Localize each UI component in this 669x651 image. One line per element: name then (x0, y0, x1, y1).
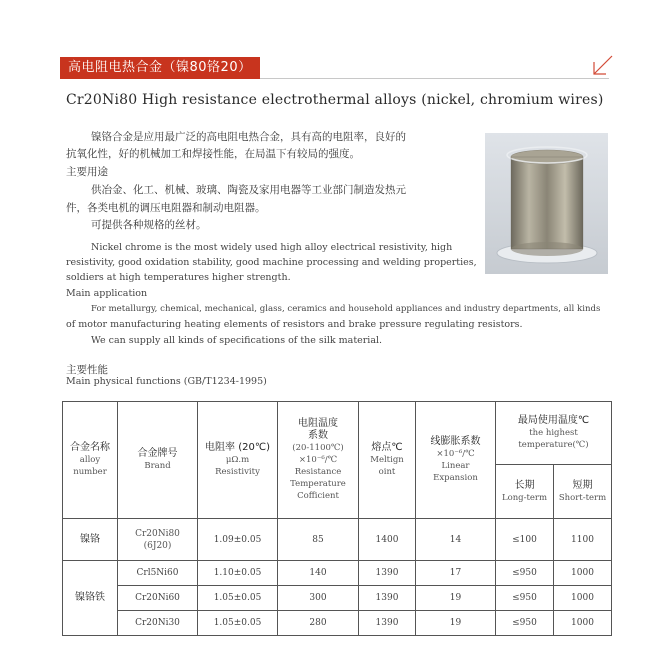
intro-en-p3: We can supply all kinds of specifications of the silk material. (91, 335, 383, 346)
wire-spool-image (485, 133, 608, 274)
cell-expansion: 19 (416, 611, 496, 636)
cell-coefficient: 280 (278, 611, 359, 636)
intro-en-p1-line3: soldiers at high temperatures higher strength. (66, 272, 291, 283)
performance-heading-en: Main physical functions (GB/T1234-1995) (66, 376, 267, 387)
corner-arrow-icon (590, 54, 614, 78)
cell-melting-point: 1390 (359, 561, 416, 586)
table-row (63, 561, 612, 586)
th-brand: 合金牌号 Brand (118, 402, 198, 519)
th-short-term: 短期 Short-term (554, 465, 612, 519)
cell-long-term: ≤950 (496, 611, 554, 636)
product-photo (485, 133, 608, 274)
cell-brand: Cr20Ni30 (118, 611, 198, 636)
cell-coefficient: 300 (278, 586, 359, 611)
intro-en-p2-line2: of motor manufacturing heating elements of resistors and brake pressure regulating resistors. (66, 319, 523, 330)
th-max-temperature: 最局使用温度℃ the highest temperature(℃) (496, 402, 612, 465)
cell-coefficient: 140 (278, 561, 359, 586)
cell-long-term: ≤950 (496, 586, 554, 611)
cell-resistivity: 1.05±0.05 (198, 611, 278, 636)
cell-brand: Crl5Ni60 (118, 561, 198, 586)
intro-en-p1-line1: Nickel chrome is the most widely used high alloy electrical resistivity, high (91, 242, 453, 253)
th-resistivity: 电阻率 (20℃) μΩ.m Resistivity (198, 402, 278, 519)
table-row (63, 519, 612, 561)
th-coefficient: 电阻温度 系数 (20-1100℃) ×10⁻⁶/℃ Resistance Temperature Cofficient (278, 402, 359, 519)
cell-melting-point: 1400 (359, 519, 416, 561)
cell-resistivity: 1.09±0.05 (198, 519, 278, 561)
cell-short-term: 1000 (554, 586, 612, 611)
table-row (63, 611, 612, 636)
intro-cn-p1-line1: 镍铬合金是应用最广泛的高电阻电热合金，具有高的电阻率，良好的 (91, 131, 406, 143)
th-long-term: 长期 Long-term (496, 465, 554, 519)
group-name-nichrome: 镍铬 (63, 519, 118, 561)
cell-expansion: 17 (416, 561, 496, 586)
intro-en-p2-line1: For metallurgy, chemical, mechanical, glass, ceramics and household appliances and industry departments, all kinds (91, 304, 601, 314)
intro-cn-p3: 可提供各种规格的丝材。 (91, 219, 207, 231)
intro-cn-p1-line2: 抗氧化性，好的机械加工和焊接性能，在局温下有较局的强度。 (66, 148, 360, 160)
intro-cn-p2-line1: 供冶金、化工、机械、玻璃、陶瓷及家用电器等工业部门制造发热元 (91, 184, 406, 196)
th-alloy-name: 合金名称 alloy number (63, 402, 118, 519)
group-name-nichrome-iron: 镍铬铁 (63, 561, 118, 636)
intro-cn-p2-line2: 件，各类电机的调压电阻器和制动电阻器。 (66, 202, 266, 214)
cell-coefficient: 85 (278, 519, 359, 561)
th-melting-point: 熔点℃ Meltign oint (359, 402, 416, 519)
table-header-row-1 (63, 402, 612, 465)
section-badge: 高电阻电热合金（镍80铬20） (60, 57, 260, 79)
cell-melting-point: 1390 (359, 586, 416, 611)
page-title: Cr20Ni80 High resistance electrothermal alloys (nickel, chromium wires) (66, 92, 604, 108)
cell-brand: Cr20Ni60 (118, 586, 198, 611)
cell-expansion: 14 (416, 519, 496, 561)
intro-cn-heading: 主要用途 (66, 166, 108, 178)
cell-melting-point: 1390 (359, 611, 416, 636)
cell-long-term: ≤100 (496, 519, 554, 561)
cell-long-term: ≤950 (496, 561, 554, 586)
cell-short-term: 1000 (554, 561, 612, 586)
table-row (63, 586, 612, 611)
cell-expansion: 19 (416, 586, 496, 611)
cell-resistivity: 1.10±0.05 (198, 561, 278, 586)
cell-short-term: 1000 (554, 611, 612, 636)
performance-heading-cn: 主要性能 (66, 364, 108, 376)
intro-en-p1-line2: resistivity, good oxidation stability, good machine processing and welding properties, (66, 257, 477, 268)
th-expansion: 线膨胀系数 ×10⁻⁶/℃ Linear Expansion (416, 402, 496, 519)
spec-table (62, 401, 612, 636)
cell-resistivity: 1.05±0.05 (198, 586, 278, 611)
cell-brand: Cr20Ni80 (6J20) (118, 519, 198, 561)
intro-en-heading: Main application (66, 288, 148, 299)
cell-short-term: 1100 (554, 519, 612, 561)
